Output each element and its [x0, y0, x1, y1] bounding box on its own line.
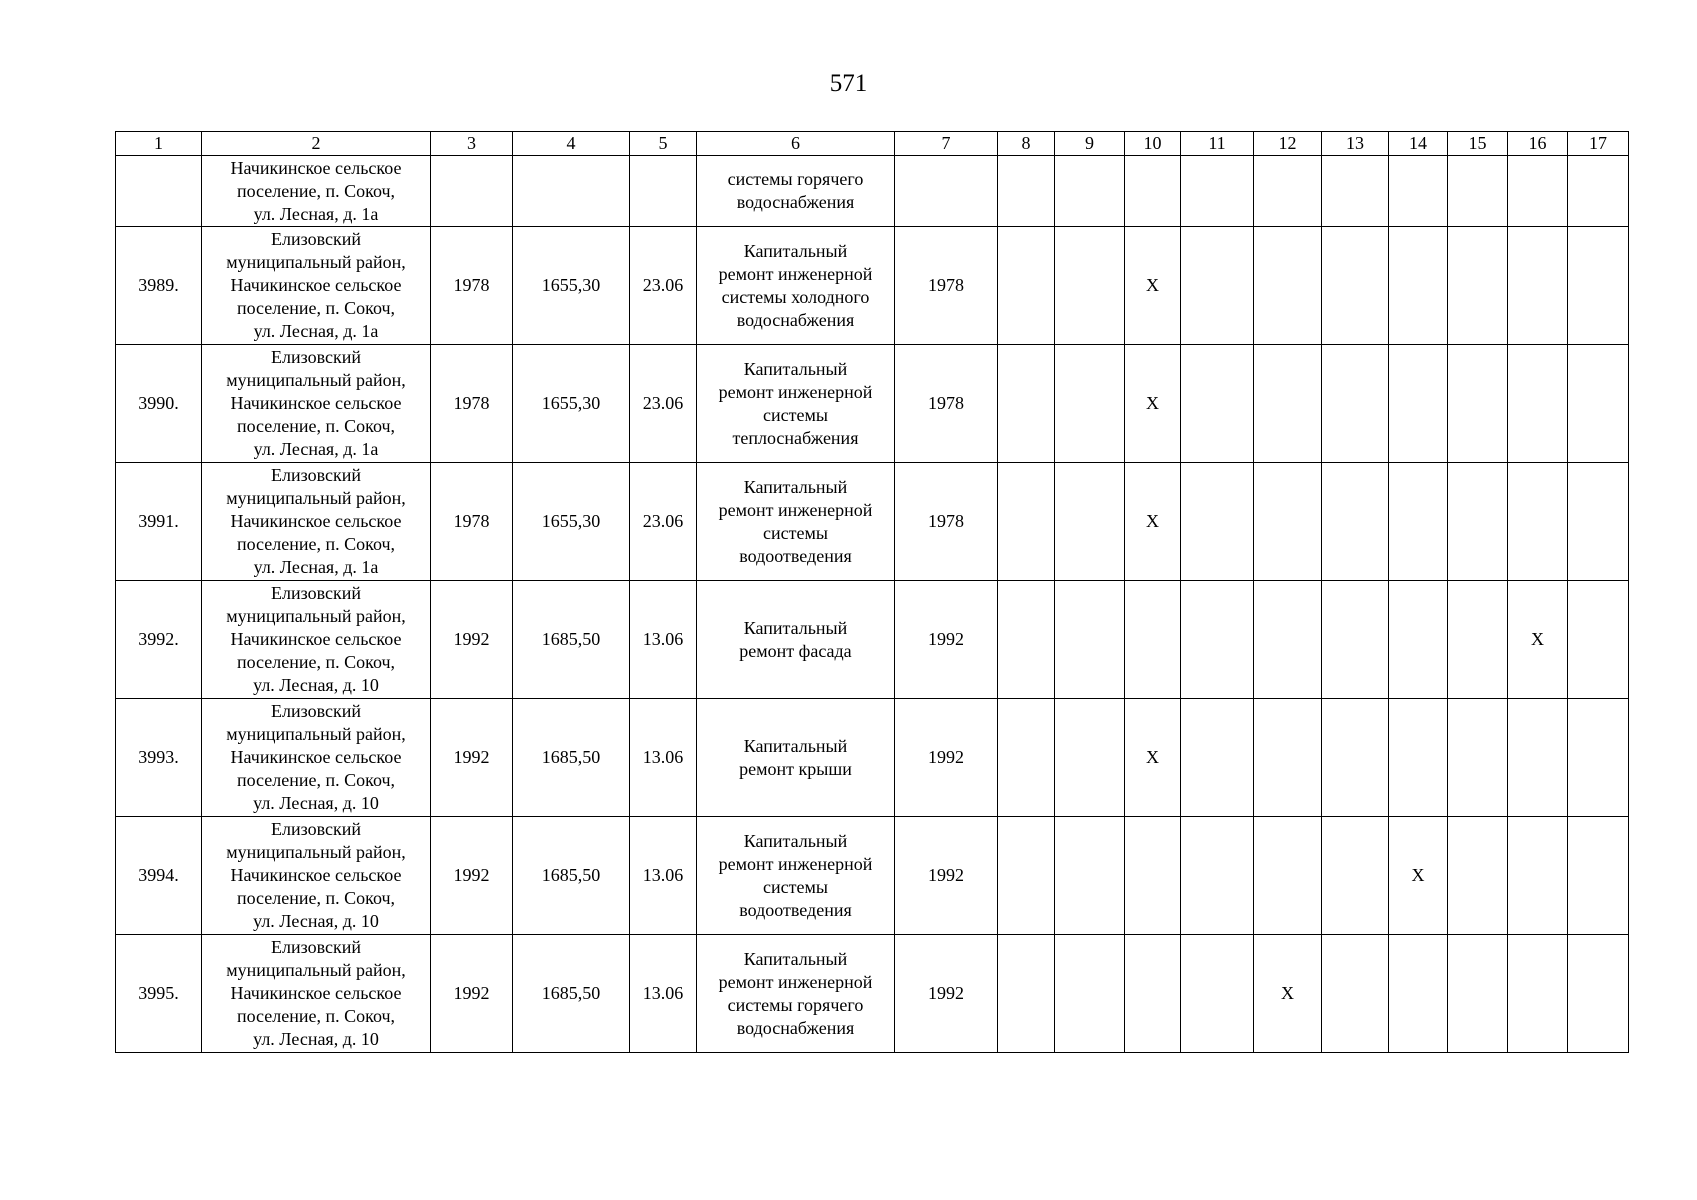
- empty-cell: [1508, 345, 1568, 463]
- address-cell: Елизовский муниципальный район, Начикинское сельское поселение, п. Сокоч, ул. Лесная, д. 1а: [202, 463, 431, 581]
- empty-cell: [1125, 156, 1181, 227]
- empty-cell: [1322, 156, 1389, 227]
- empty-cell: [1508, 935, 1568, 1053]
- area-cell: 1685,50: [513, 935, 630, 1053]
- column-header: 15: [1448, 132, 1508, 156]
- column-header: 8: [998, 132, 1055, 156]
- empty-cell: [1254, 227, 1322, 345]
- address-cell: Елизовский муниципальный район, Начикинское сельское поселение, п. Сокоч, ул. Лесная, д. 10: [202, 699, 431, 817]
- empty-cell: [998, 345, 1055, 463]
- mark-cell: X: [1389, 817, 1448, 935]
- year-cell: 1978: [895, 227, 998, 345]
- empty-cell: [998, 156, 1055, 227]
- address-cell: Елизовский муниципальный район, Начикинское сельское поселение, п. Сокоч, ул. Лесная, д. 10: [202, 817, 431, 935]
- empty-cell: [895, 156, 998, 227]
- empty-cell: [1254, 699, 1322, 817]
- register-table: [115, 131, 1629, 1053]
- area-cell: 1655,30: [513, 345, 630, 463]
- code-cell: 23.06: [630, 345, 697, 463]
- empty-cell: [1322, 935, 1389, 1053]
- work-cell: системы горячего водоснабжения: [697, 156, 895, 227]
- empty-cell: [998, 817, 1055, 935]
- empty-cell: [1568, 581, 1629, 699]
- column-header: 13: [1322, 132, 1389, 156]
- empty-cell: [1448, 699, 1508, 817]
- empty-cell: [1389, 345, 1448, 463]
- construction-year-cell: 1978: [431, 345, 513, 463]
- empty-cell: [1389, 227, 1448, 345]
- work-type-cell: Капитальный ремонт инженерной системы водоотведения: [697, 817, 895, 935]
- code-cell: 23.06: [630, 463, 697, 581]
- empty-cell: [1254, 817, 1322, 935]
- empty-cell: [1389, 581, 1448, 699]
- empty-cell: [1389, 463, 1448, 581]
- row-number-cell: 3991.: [116, 463, 202, 581]
- code-cell: 13.06: [630, 581, 697, 699]
- address-cell: Елизовский муниципальный район, Начикинское сельское поселение, п. Сокоч, ул. Лесная, д. 10: [202, 581, 431, 699]
- empty-cell: [998, 227, 1055, 345]
- construction-year-cell: 1992: [431, 935, 513, 1053]
- construction-year-cell: 1992: [431, 817, 513, 935]
- area-cell: 1685,50: [513, 581, 630, 699]
- year-cell: 1992: [895, 817, 998, 935]
- mark-cell: X: [1125, 345, 1181, 463]
- empty-cell: [1055, 156, 1125, 227]
- empty-cell: [1389, 935, 1448, 1053]
- empty-cell: [1448, 581, 1508, 699]
- code-cell: 13.06: [630, 699, 697, 817]
- area-cell: 1655,30: [513, 463, 630, 581]
- row-number-cell: 3989.: [116, 227, 202, 345]
- row-number-cell: [116, 156, 202, 227]
- empty-cell: [1055, 817, 1125, 935]
- empty-cell: [1568, 699, 1629, 817]
- year-cell: 1992: [895, 581, 998, 699]
- year-cell: 1992: [895, 699, 998, 817]
- column-header: 1: [116, 132, 202, 156]
- year-cell: 1978: [895, 463, 998, 581]
- column-header: 9: [1055, 132, 1125, 156]
- address-cell: Елизовский муниципальный район, Начикинское сельское поселение, п. Сокоч, ул. Лесная, д. 10: [202, 935, 431, 1053]
- empty-cell: [1055, 345, 1125, 463]
- address-cell: Елизовский муниципальный район, Начикинское сельское поселение, п. Сокоч, ул. Лесная, д. 1а: [202, 227, 431, 345]
- empty-cell: [1055, 935, 1125, 1053]
- area-cell: 1655,30: [513, 227, 630, 345]
- empty-cell: [1568, 345, 1629, 463]
- work-type-cell: Капитальный ремонт фасада: [697, 581, 895, 699]
- column-header: 3: [431, 132, 513, 156]
- empty-cell: [1254, 581, 1322, 699]
- empty-cell: [1055, 699, 1125, 817]
- address-cell: Начикинское сельское поселение, п. Сокоч, ул. Лесная, д. 1а: [202, 156, 431, 227]
- empty-cell: [1181, 156, 1254, 227]
- empty-cell: [1448, 156, 1508, 227]
- empty-cell: [1322, 227, 1389, 345]
- empty-cell: [1448, 345, 1508, 463]
- empty-cell: [1181, 581, 1254, 699]
- construction-year-cell: 1992: [431, 581, 513, 699]
- construction-year-cell: 1978: [431, 463, 513, 581]
- work-type-cell: Капитальный ремонт крыши: [697, 699, 895, 817]
- address-cell: Елизовский муниципальный район, Начикинское сельское поселение, п. Сокоч, ул. Лесная, д. 1а: [202, 345, 431, 463]
- empty-cell: [431, 156, 513, 227]
- mark-cell: X: [1508, 581, 1568, 699]
- empty-cell: [1181, 227, 1254, 345]
- year-cell: 1992: [895, 935, 998, 1053]
- column-number-row: [116, 132, 1629, 156]
- empty-cell: [998, 581, 1055, 699]
- row-number-cell: 3990.: [116, 345, 202, 463]
- empty-cell: [1568, 817, 1629, 935]
- empty-cell: [1181, 345, 1254, 463]
- column-header: 7: [895, 132, 998, 156]
- empty-cell: [998, 699, 1055, 817]
- table-row: [116, 227, 1629, 345]
- empty-cell: [1055, 463, 1125, 581]
- table-row: [116, 817, 1629, 935]
- mark-cell: X: [1254, 935, 1322, 1053]
- table-row: [116, 345, 1629, 463]
- construction-year-cell: 1992: [431, 699, 513, 817]
- empty-cell: [1448, 935, 1508, 1053]
- work-type-cell: Капитальный ремонт инженерной системы теплоснабжения: [697, 345, 895, 463]
- area-cell: 1685,50: [513, 817, 630, 935]
- column-header: 10: [1125, 132, 1181, 156]
- empty-cell: [1508, 817, 1568, 935]
- empty-cell: [1448, 463, 1508, 581]
- column-header: 16: [1508, 132, 1568, 156]
- empty-cell: [1389, 156, 1448, 227]
- empty-cell: [1568, 463, 1629, 581]
- empty-cell: [1125, 935, 1181, 1053]
- empty-cell: [1508, 699, 1568, 817]
- empty-cell: [1322, 345, 1389, 463]
- mark-cell: X: [1125, 227, 1181, 345]
- row-number-cell: 3992.: [116, 581, 202, 699]
- empty-cell: [1508, 227, 1568, 345]
- empty-cell: [1508, 463, 1568, 581]
- row-number-cell: 3995.: [116, 935, 202, 1053]
- empty-cell: [1055, 227, 1125, 345]
- code-cell: 23.06: [630, 227, 697, 345]
- empty-cell: [1448, 227, 1508, 345]
- mark-cell: X: [1125, 699, 1181, 817]
- column-header: 17: [1568, 132, 1629, 156]
- empty-cell: [1322, 817, 1389, 935]
- empty-cell: [1568, 227, 1629, 345]
- empty-cell: [1322, 581, 1389, 699]
- mark-cell: X: [1125, 463, 1181, 581]
- table-row: [116, 699, 1629, 817]
- area-cell: 1685,50: [513, 699, 630, 817]
- empty-cell: [998, 463, 1055, 581]
- empty-cell: [513, 156, 630, 227]
- table-row: [116, 463, 1629, 581]
- column-header: 6: [697, 132, 895, 156]
- column-header: 12: [1254, 132, 1322, 156]
- empty-cell: [1389, 699, 1448, 817]
- continuation-row: [116, 156, 1629, 227]
- empty-cell: [630, 156, 697, 227]
- empty-cell: [1254, 156, 1322, 227]
- empty-cell: [1181, 817, 1254, 935]
- empty-cell: [998, 935, 1055, 1053]
- work-type-cell: Капитальный ремонт инженерной системы водоотведения: [697, 463, 895, 581]
- empty-cell: [1568, 935, 1629, 1053]
- empty-cell: [1508, 156, 1568, 227]
- empty-cell: [1125, 817, 1181, 935]
- table-row: [116, 935, 1629, 1053]
- column-header: 4: [513, 132, 630, 156]
- empty-cell: [1254, 463, 1322, 581]
- year-cell: 1978: [895, 345, 998, 463]
- empty-cell: [1181, 935, 1254, 1053]
- row-number-cell: 3993.: [116, 699, 202, 817]
- column-header: 11: [1181, 132, 1254, 156]
- empty-cell: [1322, 699, 1389, 817]
- empty-cell: [1254, 345, 1322, 463]
- column-header: 2: [202, 132, 431, 156]
- code-cell: 13.06: [630, 935, 697, 1053]
- work-type-cell: Капитальный ремонт инженерной системы горячего водоснабжения: [697, 935, 895, 1053]
- construction-year-cell: 1978: [431, 227, 513, 345]
- work-type-cell: Капитальный ремонт инженерной системы холодного водоснабжения: [697, 227, 895, 345]
- row-number-cell: 3994.: [116, 817, 202, 935]
- code-cell: 13.06: [630, 817, 697, 935]
- empty-cell: [1181, 699, 1254, 817]
- empty-cell: [1322, 463, 1389, 581]
- empty-cell: [1125, 581, 1181, 699]
- empty-cell: [1055, 581, 1125, 699]
- empty-cell: [1448, 817, 1508, 935]
- column-header: 14: [1389, 132, 1448, 156]
- page-number: 571: [829, 70, 868, 97]
- empty-cell: [1181, 463, 1254, 581]
- table-row: [116, 581, 1629, 699]
- column-header: 5: [630, 132, 697, 156]
- empty-cell: [1568, 156, 1629, 227]
